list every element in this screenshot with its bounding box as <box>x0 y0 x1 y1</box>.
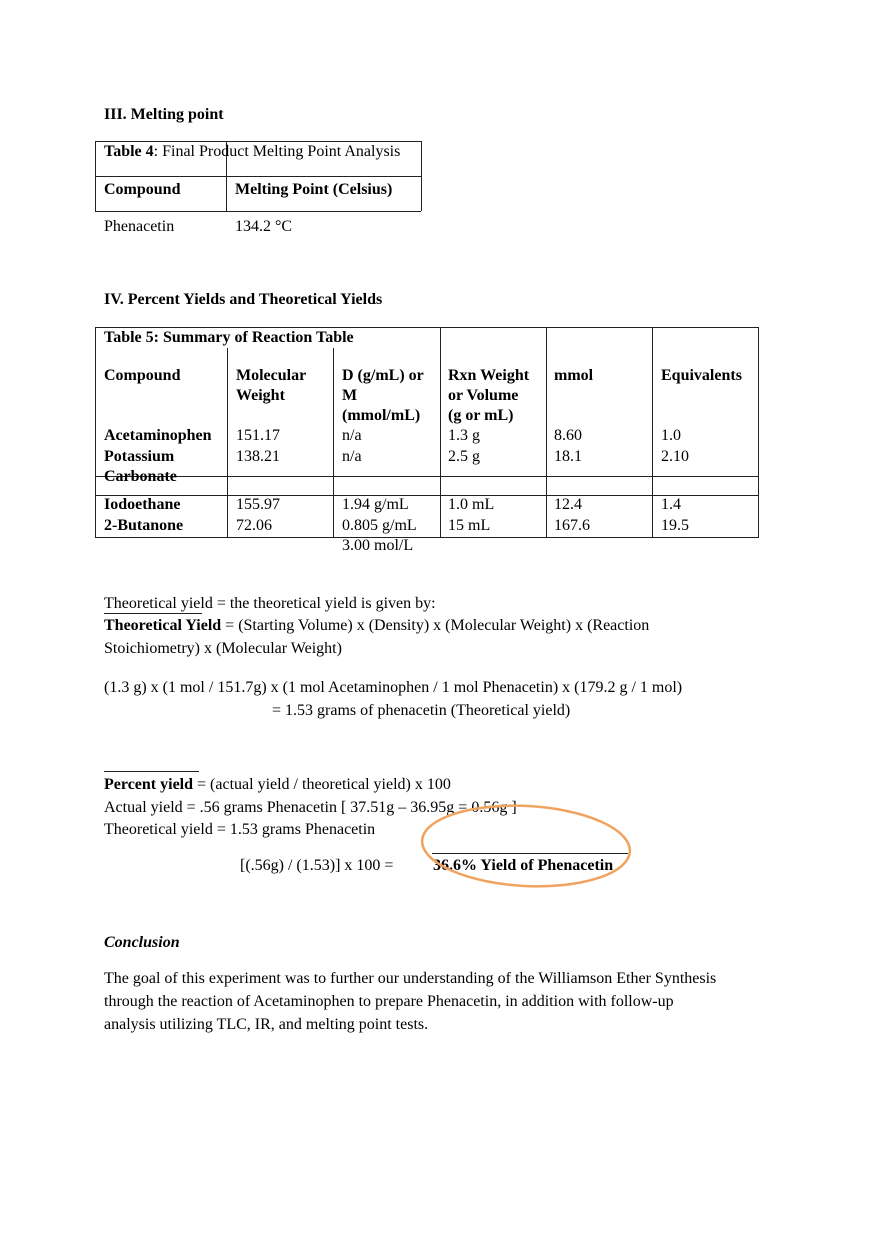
table-row-rxn: 2.5 g <box>448 448 480 465</box>
actual-yield: Actual yield = .56 grams Phenacetin [ 37.51g – 36.95g = 0.56g ] <box>104 799 517 816</box>
table-row-rxn: 1.3 g <box>448 427 480 444</box>
table-row-equiv: 1.0 <box>661 427 681 444</box>
melting-heading: III. Melting point <box>104 106 224 123</box>
table-row-compound: Iodoethane <box>104 496 181 513</box>
table5-header-compound: Compound <box>104 367 181 384</box>
table5-header-mw-line1: Molecular <box>236 367 307 384</box>
table-row-mw: 155.97 <box>236 496 280 513</box>
table-row-density: 1.94 g/mL <box>342 496 409 513</box>
conclusion-heading: Conclusion <box>104 934 180 951</box>
table5-header-mmol: mmol <box>554 367 594 384</box>
conclusion-line3: analysis utilizing TLC, IR, and melting point tests. <box>104 1016 429 1033</box>
conclusion-line1: The goal of this experiment was to further our understanding of the Williamson Ether Synthesis <box>104 970 717 987</box>
yields-heading: IV. Percent Yields and Theoretical Yields <box>104 291 383 308</box>
table-row-compound: Acetaminophen <box>104 427 212 444</box>
theoretical-intro: Theoretical yield = the theoretical yield is given by: <box>104 595 436 612</box>
table4-cell-melting-point: 134.2 °C <box>235 218 293 235</box>
table-row-mw: 138.21 <box>236 448 280 465</box>
table4-caption: Table 4: Final Product Melting Point Analysis <box>104 143 401 160</box>
table5-header-density-line1: D (g/mL) or <box>342 367 424 384</box>
table5-header-rxn-line3: (g or mL) <box>448 407 514 424</box>
theoretical-calculation: (1.3 g) x (1 mol / 151.7g) x (1 mol Acetaminophen / 1 mol Phenacetin) x (179.2 g / 1 mol) <box>104 679 683 696</box>
table-row-density: n/a <box>342 427 362 444</box>
table-row-compound: 2-Butanone <box>104 517 184 534</box>
percent-formula: Percent yield = (actual yield / theoretical yield) x 100 <box>104 776 451 793</box>
table4-header-melting-point: Melting Point (Celsius) <box>235 181 393 198</box>
table-row-mw: 151.17 <box>236 427 280 444</box>
theoretical-formula-line2: Stoichiometry) x (Molecular Weight) <box>104 640 342 657</box>
table-row-mmol: 8.60 <box>554 427 582 444</box>
theoretical-result: = 1.53 grams of phenacetin (Theoretical yield) <box>272 702 571 719</box>
table5-header-mw-line2: Weight <box>236 387 285 404</box>
table5-header-equivalents: Equivalents <box>661 367 742 384</box>
percent-yield-result: 36.6% Yield of Phenacetin <box>433 857 614 874</box>
theoretical-formula: Theoretical Yield = (Starting Volume) x (Density) x (Molecular Weight) x (Reaction <box>104 617 650 634</box>
table-row-compound-line2: Carbonate <box>104 468 177 485</box>
table-row-density: 0.805 g/mL <box>342 517 417 534</box>
table-row-density: n/a <box>342 448 362 465</box>
table5-header-density-line3: (mmol/mL) <box>342 407 421 424</box>
theoretical-yield-value: Theoretical yield = 1.53 grams Phenacetin <box>104 821 376 838</box>
table-row-equiv: 1.4 <box>661 496 681 513</box>
table-row-rxn: 1.0 mL <box>448 496 495 513</box>
table-row-mw: 72.06 <box>236 517 272 534</box>
table5-title: Table 5: Summary of Reaction Table <box>104 329 354 346</box>
table-row-equiv: 19.5 <box>661 517 689 534</box>
table-row-mmol: 12.4 <box>554 496 582 513</box>
table-row-rxn: 15 mL <box>448 517 491 534</box>
table-row-compound: Potassium <box>104 448 175 465</box>
table-row-mmol: 167.6 <box>554 517 590 534</box>
table5-header-rxn-line2: or Volume <box>448 387 519 404</box>
table-row-density-line2: 3.00 mol/L <box>342 537 414 554</box>
percent-calculation: [(.56g) / (1.53)] x 100 = <box>240 857 394 874</box>
table5-header-density-line2: M <box>342 387 358 404</box>
conclusion-line2: through the reaction of Acetaminophen to prepare Phenacetin, in addition with follow-up <box>104 993 674 1010</box>
table4-header-compound: Compound <box>104 181 181 198</box>
table5-header-rxn-line1: Rxn Weight <box>448 367 530 384</box>
table-row-mmol: 18.1 <box>554 448 582 465</box>
table4-cell-compound: Phenacetin <box>104 218 175 235</box>
table-row-equiv: 2.10 <box>661 448 689 465</box>
